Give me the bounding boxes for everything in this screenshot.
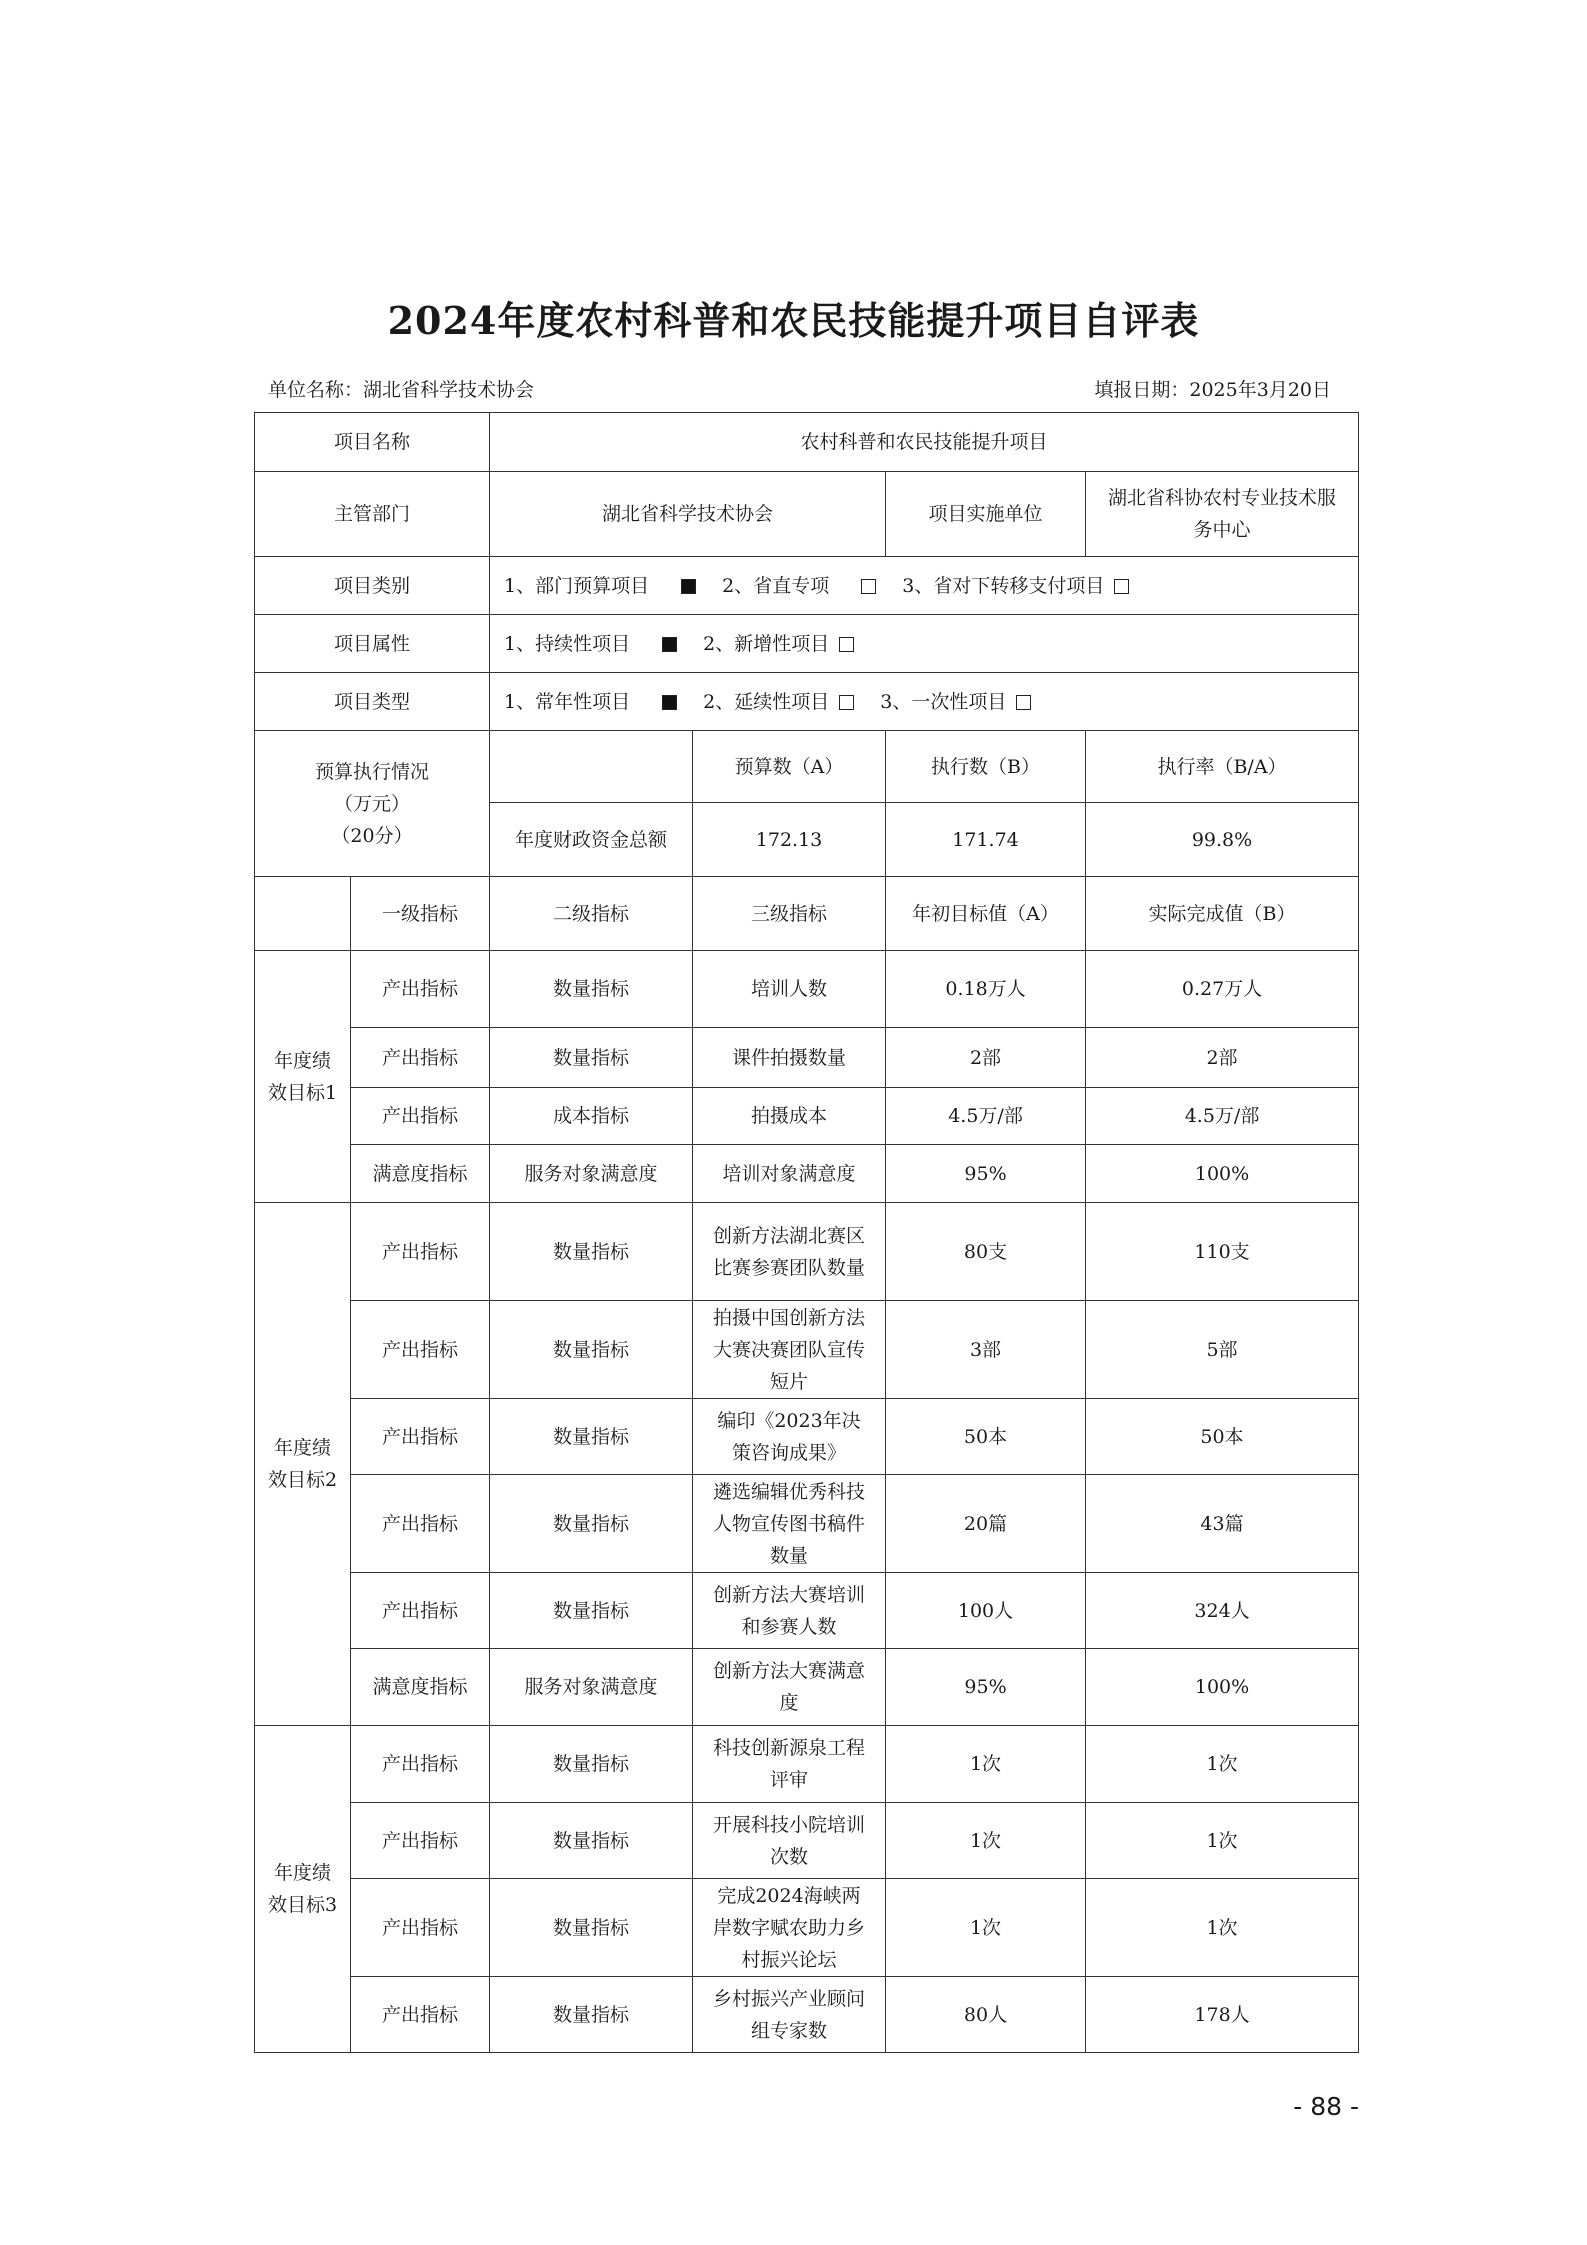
project-name: 农村科普和农民技能提升项目: [490, 413, 1359, 472]
row-project-name: [255, 413, 1359, 472]
target-cell: 1次: [886, 1803, 1086, 1879]
level2-cell: 数量指标: [490, 1803, 693, 1879]
actual-cell: 100%: [1086, 1145, 1359, 1203]
level1-cell: 产出指标: [351, 1301, 490, 1399]
dept-value: 湖北省科学技术协会: [490, 472, 886, 557]
level2-cell: 数量指标: [490, 1573, 693, 1649]
col-budget: 预算数（A）: [693, 731, 886, 803]
type-options: [490, 673, 1359, 731]
actual-cell: 100%: [1086, 1649, 1359, 1726]
row-indicator-header: [255, 877, 1359, 951]
target-cell: 20篇: [886, 1475, 1086, 1573]
col-rate: 执行率（B/A）: [1086, 731, 1359, 803]
attribute-options: [490, 615, 1359, 673]
level1-cell: 产出指标: [351, 1399, 490, 1475]
actual-cell: 324人: [1086, 1573, 1359, 1649]
table-row: [255, 1649, 1359, 1726]
actual-cell: 50本: [1086, 1399, 1359, 1475]
level3-cell: 课件拍摄数量: [693, 1028, 886, 1088]
level2-cell: 数量指标: [490, 1028, 693, 1088]
level1-cell: 产出指标: [351, 1088, 490, 1145]
checkbox-icon[interactable]: [861, 579, 876, 594]
level1-cell: 满意度指标: [351, 1649, 490, 1726]
level2-cell: 数量指标: [490, 1203, 693, 1301]
checkbox-icon[interactable]: [662, 637, 677, 652]
level1-cell: 产出指标: [351, 1203, 490, 1301]
category-option-1: 1、部门预算项目: [504, 574, 650, 597]
target-cell: 1次: [886, 1879, 1086, 1977]
col-exec: 执行数（B）: [886, 731, 1086, 803]
level1-cell: 产出指标: [351, 1879, 490, 1977]
level3-cell: 培训人数: [693, 951, 886, 1028]
row-attribute: [255, 615, 1359, 673]
category-option-2: 2、省直专项: [722, 574, 830, 597]
level2-cell: 数量指标: [490, 1475, 693, 1573]
level3-cell: 编印《2023年决策咨询成果》: [693, 1399, 886, 1475]
budget-value: 172.13: [693, 803, 886, 877]
row-type: [255, 673, 1359, 731]
attribute-option-1: 1、持续性项目: [504, 632, 631, 655]
actual-cell: 0.27万人: [1086, 951, 1359, 1028]
row-dept: [255, 472, 1359, 557]
checkbox-icon[interactable]: [1016, 695, 1031, 710]
actual-cell: 43篇: [1086, 1475, 1359, 1573]
level1-cell: 产出指标: [351, 1573, 490, 1649]
checkbox-icon[interactable]: [839, 637, 854, 652]
col-level3: 三级指标: [693, 877, 886, 951]
category-option-3: 3、省对下转移支付项目: [902, 574, 1105, 597]
level2-cell: 成本指标: [490, 1088, 693, 1145]
table-row: [255, 1803, 1359, 1879]
level1-cell: 产出指标: [351, 951, 490, 1028]
level1-cell: 产出指标: [351, 1726, 490, 1803]
target-cell: 95%: [886, 1145, 1086, 1203]
level3-cell: 创新方法湖北赛区比赛参赛团队数量: [693, 1203, 886, 1301]
actual-cell: 1次: [1086, 1726, 1359, 1803]
level3-cell: 拍摄中国创新方法大赛决赛团队宣传短片: [693, 1301, 886, 1399]
budget-blank: [490, 731, 693, 803]
level3-cell: 开展科技小院培训次数: [693, 1803, 886, 1879]
level1-cell: 产出指标: [351, 1475, 490, 1573]
type-option-2: 2、延续性项目: [703, 690, 830, 713]
table-row: [255, 1879, 1359, 1977]
project-name-label: 项目名称: [255, 413, 490, 472]
type-option-3: 3、一次性项目: [880, 690, 1007, 713]
actual-cell: 5部: [1086, 1301, 1359, 1399]
category-label: 项目类别: [255, 557, 490, 615]
checkbox-icon[interactable]: [839, 695, 854, 710]
unit-name: 单位名称：湖北省科学技术协会: [268, 379, 535, 401]
level2-cell: 数量指标: [490, 1977, 693, 2053]
impl-unit-label: 项目实施单位: [886, 472, 1086, 557]
target-cell: 1次: [886, 1726, 1086, 1803]
level2-cell: 服务对象满意度: [490, 1649, 693, 1726]
attribute-label: 项目属性: [255, 615, 490, 673]
target-cell: 0.18万人: [886, 951, 1086, 1028]
row-category: [255, 557, 1359, 615]
level3-cell: 科技创新源泉工程评审: [693, 1726, 886, 1803]
table-row: [255, 951, 1359, 1028]
checkbox-icon[interactable]: [662, 695, 677, 710]
evaluation-table: [254, 412, 1359, 2053]
actual-cell: 110支: [1086, 1203, 1359, 1301]
target-cell: 2部: [886, 1028, 1086, 1088]
page-number: - 88 -: [1293, 2092, 1359, 2121]
table-row: [255, 1203, 1359, 1301]
level3-cell: 乡村振兴产业顾问组专家数: [693, 1977, 886, 2053]
level1-cell: 产出指标: [351, 1977, 490, 2053]
level3-cell: 培训对象满意度: [693, 1145, 886, 1203]
level2-cell: 数量指标: [490, 1301, 693, 1399]
level3-cell: 拍摄成本: [693, 1088, 886, 1145]
goal-label: 年度绩效目标1: [255, 951, 351, 1203]
level2-cell: 数量指标: [490, 1726, 693, 1803]
level2-cell: 数量指标: [490, 951, 693, 1028]
actual-cell: 1次: [1086, 1879, 1359, 1977]
type-option-1: 1、常年性项目: [504, 690, 631, 713]
table-row: [255, 1399, 1359, 1475]
fill-date: 填报日期：2025年3月20日: [1094, 379, 1331, 401]
target-cell: 80人: [886, 1977, 1086, 2053]
budget-row-label: 年度财政资金总额: [490, 803, 693, 877]
attribute-option-2: 2、新增性项目: [703, 632, 830, 655]
col-level2: 二级指标: [490, 877, 693, 951]
actual-cell: 4.5万/部: [1086, 1088, 1359, 1145]
table-row: [255, 1301, 1359, 1399]
level1-cell: 产出指标: [351, 1028, 490, 1088]
table-row: [255, 1088, 1359, 1145]
level1-cell: 产出指标: [351, 1803, 490, 1879]
table-row: [255, 1573, 1359, 1649]
row-budget-header: [255, 731, 1359, 803]
page-title: 2024年度农村科普和农民技能提升项目自评表: [387, 298, 1200, 343]
dept-label: 主管部门: [255, 472, 490, 557]
level2-cell: 数量指标: [490, 1879, 693, 1977]
target-cell: 50本: [886, 1399, 1086, 1475]
level3-cell: 遴选编辑优秀科技人物宣传图书稿件数量: [693, 1475, 886, 1573]
level2-cell: 服务对象满意度: [490, 1145, 693, 1203]
level1-cell: 满意度指标: [351, 1145, 490, 1203]
level3-cell: 创新方法大赛培训和参赛人数: [693, 1573, 886, 1649]
actual-cell: 1次: [1086, 1803, 1359, 1879]
table-row: [255, 1475, 1359, 1573]
goal-label: 年度绩效目标3: [255, 1726, 351, 2053]
checkbox-icon[interactable]: [1114, 579, 1129, 594]
col-level1: 一级指标: [351, 877, 490, 951]
level2-cell: 数量指标: [490, 1399, 693, 1475]
actual-cell: 2部: [1086, 1028, 1359, 1088]
exec-value: 171.74: [886, 803, 1086, 877]
target-cell: 3部: [886, 1301, 1086, 1399]
col-target: 年初目标值（A）: [886, 877, 1086, 951]
type-label: 项目类型: [255, 673, 490, 731]
goal-label: 年度绩效目标2: [255, 1203, 351, 1726]
impl-unit-value: 湖北省科协农村专业技术服务中心: [1086, 472, 1359, 557]
table-row: [255, 1726, 1359, 1803]
level3-cell: 创新方法大赛满意度: [693, 1649, 886, 1726]
rate-value: 99.8%: [1086, 803, 1359, 877]
budget-label: 预算执行情况 （万元） （20分）: [255, 731, 490, 877]
actual-cell: 178人: [1086, 1977, 1359, 2053]
indicator-blank: [255, 877, 351, 951]
target-cell: 4.5万/部: [886, 1088, 1086, 1145]
category-options: [490, 557, 1359, 615]
checkbox-icon[interactable]: [681, 579, 696, 594]
table-row: [255, 1145, 1359, 1203]
level3-cell: 完成2024海峡两岸数字赋农助力乡村振兴论坛: [693, 1879, 886, 1977]
target-cell: 95%: [886, 1649, 1086, 1726]
col-actual: 实际完成值（B）: [1086, 877, 1359, 951]
table-row: [255, 1028, 1359, 1088]
target-cell: 100人: [886, 1573, 1086, 1649]
target-cell: 80支: [886, 1203, 1086, 1301]
table-row: [255, 1977, 1359, 2053]
